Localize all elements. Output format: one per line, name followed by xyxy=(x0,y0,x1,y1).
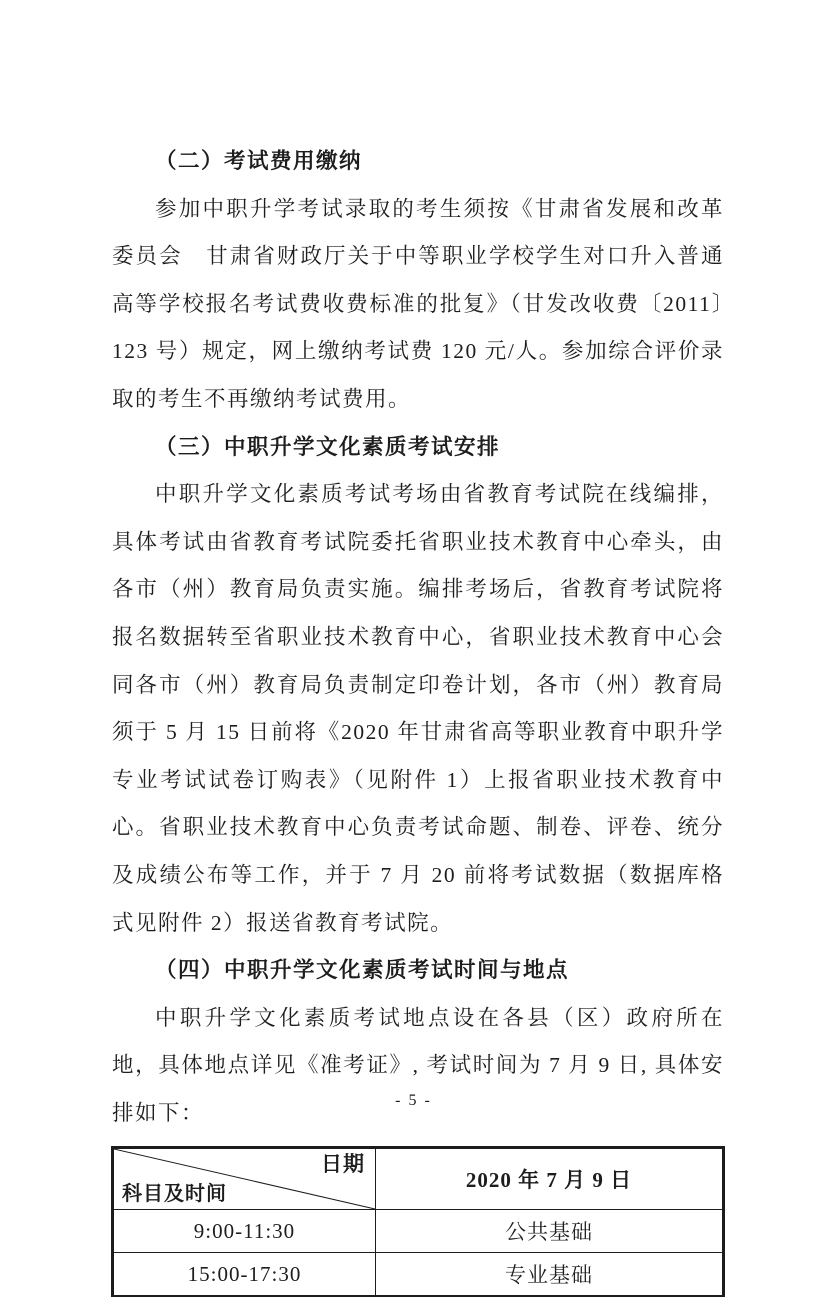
exam-schedule-table xyxy=(112,1147,724,1297)
corner-header-cell xyxy=(113,1148,376,1210)
page-number: - 5 - xyxy=(395,1092,432,1109)
table-row-afternoon xyxy=(113,1253,723,1297)
section-heading-exam-arrangement: （三）中职升学文化素质考试安排 xyxy=(155,434,501,459)
subject-cell-morning: 公共基础 xyxy=(376,1210,724,1253)
section-heading-fee-payment: （二）考试费用缴纳 xyxy=(155,149,363,173)
subject-cell-afternoon: 专业基础 xyxy=(376,1253,724,1297)
paragraph-fee-payment: 参加中职升学考试录取的考生须按《甘肃省发展和改革委员会 甘肃省财政厅关于中等职业学校学生对口升入普通高等学校报名考试费收费标准的批复》（甘发改收费〔2011〕123 号）规定，网上缴纳考试费 120 元/人。参加综合评价录取的考生不再缴纳考试费用。 xyxy=(112,196,724,411)
paragraph-exam-arrangement: 中职升学文化素质考试考场由省教育考试院在线编排，具体考试由省教育考试院委托省职业技术教育中心牵头，由各市（州）教育局负责实施。编排考场后，省教育考试院将报名数据转至省职业技术教育中心，省职业技术教育中心会同各市（州）教育局负责制定印卷计划，各市（州）教育局须于 5 月 15 日前将《2020 年甘肃省高等职业教育中职升学专业考试试卷订购表》（见附件 1）上报省职业技术教育中心。省职业技术教育中心负责考试命题、制卷、评卷、统分及成绩公布等工作，并于 7 月 20 前将考试数据（数据库格式见附件 2）报送省教育考试院。 xyxy=(112,482,724,935)
time-cell-afternoon: 15:00-17:30 xyxy=(113,1253,376,1297)
time-cell-morning: 9:00-11:30 xyxy=(113,1210,376,1253)
corner-label-subject-time: 科目及时间 xyxy=(122,1183,227,1206)
paragraph-exam-time-place: 中职升学文化素质考试地点设在各县（区）政府所在地，具体地点详见《准考证》, 考试时间为 7 月 9 日, 具体安排如下： xyxy=(112,1005,724,1125)
document-body xyxy=(112,138,724,1297)
table-header-row xyxy=(113,1148,723,1210)
section-heading-exam-time-place: （四）中职升学文化素质考试时间与地点 xyxy=(155,958,570,983)
table-row-morning xyxy=(113,1210,723,1253)
date-header-cell: 2020 年 7 月 9 日 xyxy=(376,1148,724,1210)
corner-label-date: 日期 xyxy=(321,1152,365,1177)
